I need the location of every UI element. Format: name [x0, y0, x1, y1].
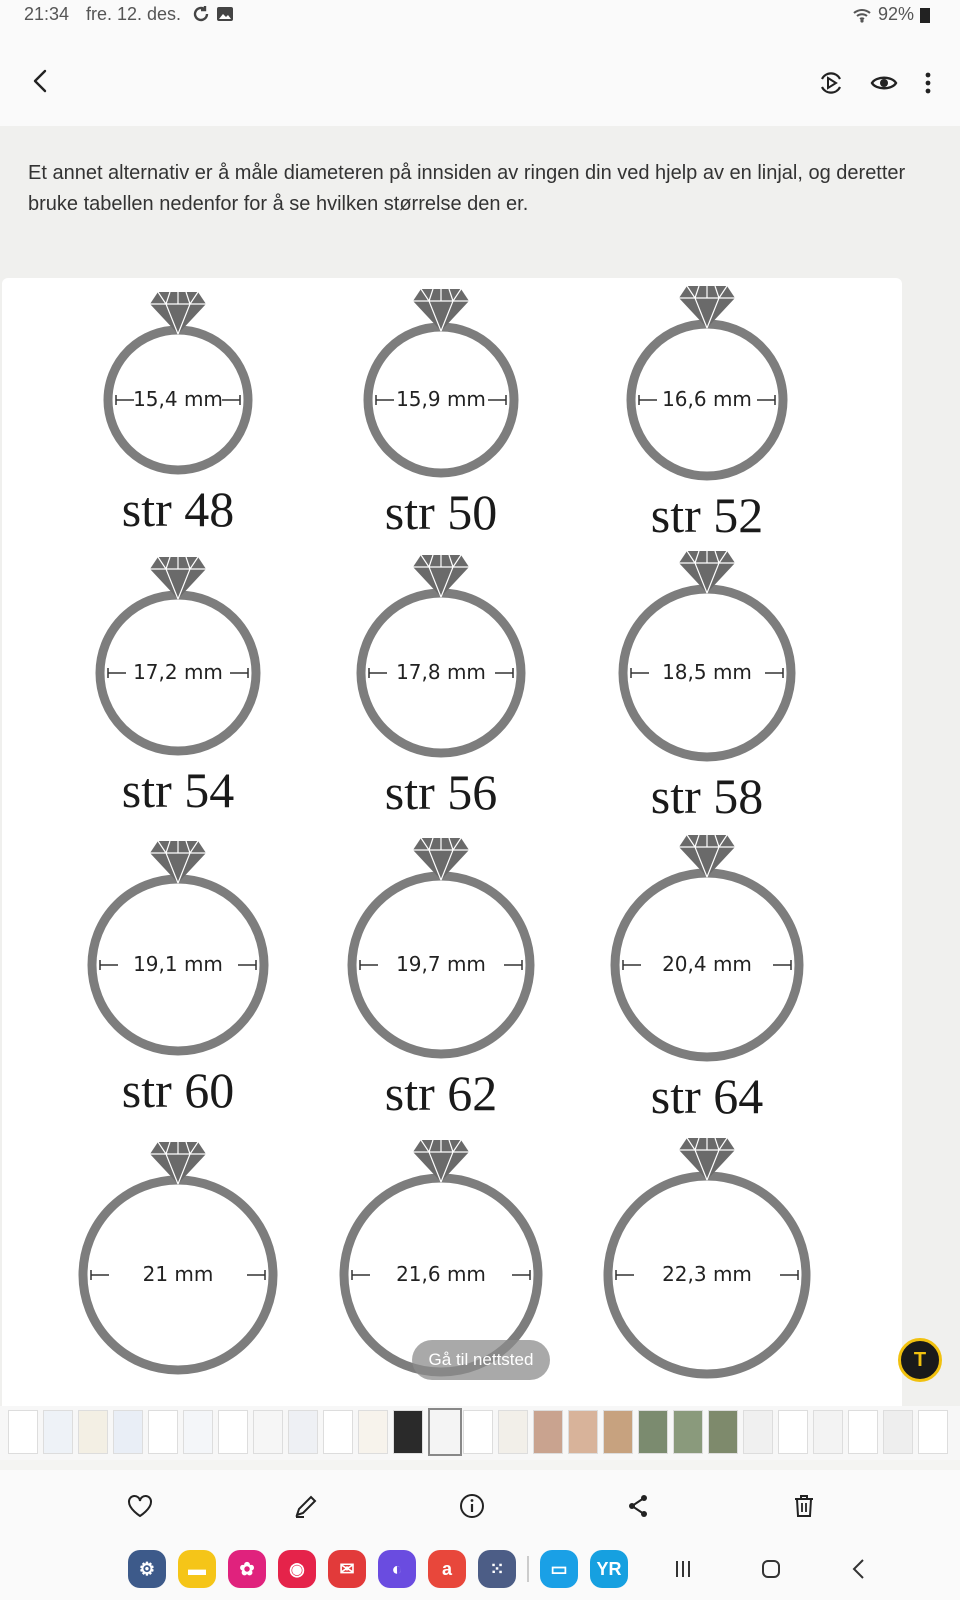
ring-diameter-label: 20,4 mm [662, 952, 752, 976]
filmstrip-thumbnail[interactable] [8, 1410, 38, 1454]
ring-size-label: str 52 [650, 487, 764, 543]
ring-size-label: str 54 [121, 762, 235, 818]
share-icon[interactable] [624, 1492, 652, 1520]
ring-size-label: str 48 [121, 481, 235, 537]
eye-icon[interactable] [870, 70, 898, 96]
ring-size-label: str 64 [650, 1068, 764, 1124]
ring-size-label: str 60 [121, 1062, 235, 1118]
pencil-icon[interactable] [292, 1492, 320, 1520]
mail-icon[interactable]: ✉ [328, 1550, 366, 1588]
auto-play-icon[interactable] [818, 70, 844, 96]
home-icon[interactable] [756, 1554, 786, 1584]
ring-size-item [98, 270, 258, 570]
ring-size-label: str 62 [384, 1065, 498, 1121]
intro-text: Et annet alternativ er å måle diameteren på innsiden av ringen din ved hjelp av en linjal, og deretter bruke tabellen nedenfor for å se hvilken størrelse den er. [28, 162, 906, 215]
filmstrip-thumbnail[interactable] [148, 1410, 178, 1454]
navigation-bar [0, 1540, 960, 1600]
filmstrip-thumbnail[interactable] [568, 1410, 598, 1454]
filmstrip-thumbnail[interactable] [708, 1410, 738, 1454]
status-date: fre. 12. des. [86, 4, 182, 24]
ring-size-item [351, 533, 531, 853]
ring-size-label: str 58 [650, 768, 764, 824]
ring-size-item [605, 813, 809, 1157]
text-extract-icon[interactable]: T [898, 1338, 942, 1382]
ring-size-item [82, 819, 274, 1151]
filmstrip-thumbnail[interactable] [463, 1410, 493, 1454]
status-bar [0, 0, 960, 30]
ring-diameter-label: 21 mm [142, 1262, 214, 1286]
gallery-icon [216, 5, 234, 23]
diamond-icon [679, 286, 735, 328]
filmstrip-thumbnail[interactable] [393, 1410, 423, 1454]
ring-size-item [90, 535, 266, 851]
filmstrip-thumbnail[interactable] [918, 1410, 948, 1454]
ring-diameter-label: 15,4 mm [133, 387, 223, 411]
ring-diameter-label: 21,6 mm [396, 1262, 486, 1286]
goto-site-button[interactable]: Gå til nettsted [412, 1340, 550, 1380]
app-bar [0, 30, 960, 126]
files-icon[interactable]: ▬ [178, 1550, 216, 1588]
ring-diameter-label: 17,8 mm [396, 660, 486, 684]
bottom-action-bar [0, 1470, 960, 1540]
filmstrip-thumbnail[interactable] [778, 1410, 808, 1454]
ring-diameter-label: 15,9 mm [396, 387, 486, 411]
gallery-filmstrip[interactable] [0, 1406, 960, 1460]
diamond-icon [413, 555, 469, 597]
apps-grid-icon[interactable]: ⁙ [478, 1550, 516, 1588]
ring-diameter-label: 19,1 mm [133, 952, 223, 976]
filmstrip-thumbnail[interactable] [323, 1410, 353, 1454]
ring-size-chart [2, 278, 902, 1418]
status-time: 21:34 [24, 4, 70, 24]
ring-size-label: str 50 [384, 484, 498, 540]
dock-divider [527, 1556, 529, 1582]
ring-diameter-label: 22,3 mm [662, 1262, 752, 1286]
filmstrip-thumbnail[interactable] [358, 1410, 388, 1454]
trash-icon[interactable] [790, 1492, 818, 1520]
filmstrip-thumbnail[interactable] [183, 1410, 213, 1454]
diamond-icon [150, 292, 206, 334]
filmstrip-thumbnail[interactable] [848, 1410, 878, 1454]
ring-size-item [358, 267, 524, 573]
heart-icon[interactable] [126, 1492, 154, 1520]
filmstrip-thumbnail[interactable] [288, 1410, 318, 1454]
filmstrip-thumbnail[interactable] [113, 1410, 143, 1454]
reader-icon[interactable]: ▭ [540, 1550, 578, 1588]
ring-diameter-label: 18,5 mm [662, 660, 752, 684]
filmstrip-thumbnail[interactable] [43, 1410, 73, 1454]
ring-size-item [613, 529, 801, 857]
filmstrip-thumbnail[interactable] [498, 1410, 528, 1454]
diamond-icon [413, 289, 469, 331]
filmstrip-thumbnail[interactable] [813, 1410, 843, 1454]
settings-icon[interactable]: ⚙ [128, 1550, 166, 1588]
battery-level: 92% [877, 4, 914, 24]
app-a-icon[interactable]: a [428, 1550, 466, 1588]
ring-size-label: str 56 [384, 764, 498, 820]
flower-icon[interactable]: ✿ [228, 1550, 266, 1588]
filmstrip-thumbnail[interactable] [603, 1410, 633, 1454]
ring-size-item [342, 816, 540, 1154]
wifi-icon [852, 7, 872, 23]
filmstrip-thumbnail[interactable] [533, 1410, 563, 1454]
filmstrip-thumbnail[interactable] [428, 1408, 462, 1456]
chevron-left-icon[interactable] [28, 68, 54, 94]
filmstrip-thumbnail[interactable] [218, 1410, 248, 1454]
filmstrip-thumbnail[interactable] [743, 1410, 773, 1454]
ring-diameter-label: 19,7 mm [396, 952, 486, 976]
back-nav-icon[interactable] [844, 1554, 874, 1584]
more-vert-icon[interactable] [924, 70, 932, 96]
ring-diameter-label: 16,6 mm [662, 387, 752, 411]
filmstrip-thumbnail[interactable] [638, 1410, 668, 1454]
yr-icon[interactable]: YR [590, 1550, 628, 1588]
filmstrip-thumbnail[interactable] [78, 1410, 108, 1454]
info-icon[interactable] [458, 1492, 486, 1520]
diamond-icon [150, 557, 206, 599]
sync-icon [192, 5, 210, 23]
browser-icon[interactable]: ◐ [378, 1550, 416, 1588]
web-content [0, 126, 960, 1406]
ring-diameter-label: 17,2 mm [133, 660, 223, 684]
filmstrip-thumbnail[interactable] [673, 1410, 703, 1454]
battery-icon [920, 7, 930, 23]
filmstrip-thumbnail[interactable] [253, 1410, 283, 1454]
recent-apps-icon[interactable] [668, 1554, 698, 1584]
filmstrip-thumbnail[interactable] [883, 1410, 913, 1454]
camera-icon[interactable]: ◉ [278, 1550, 316, 1588]
